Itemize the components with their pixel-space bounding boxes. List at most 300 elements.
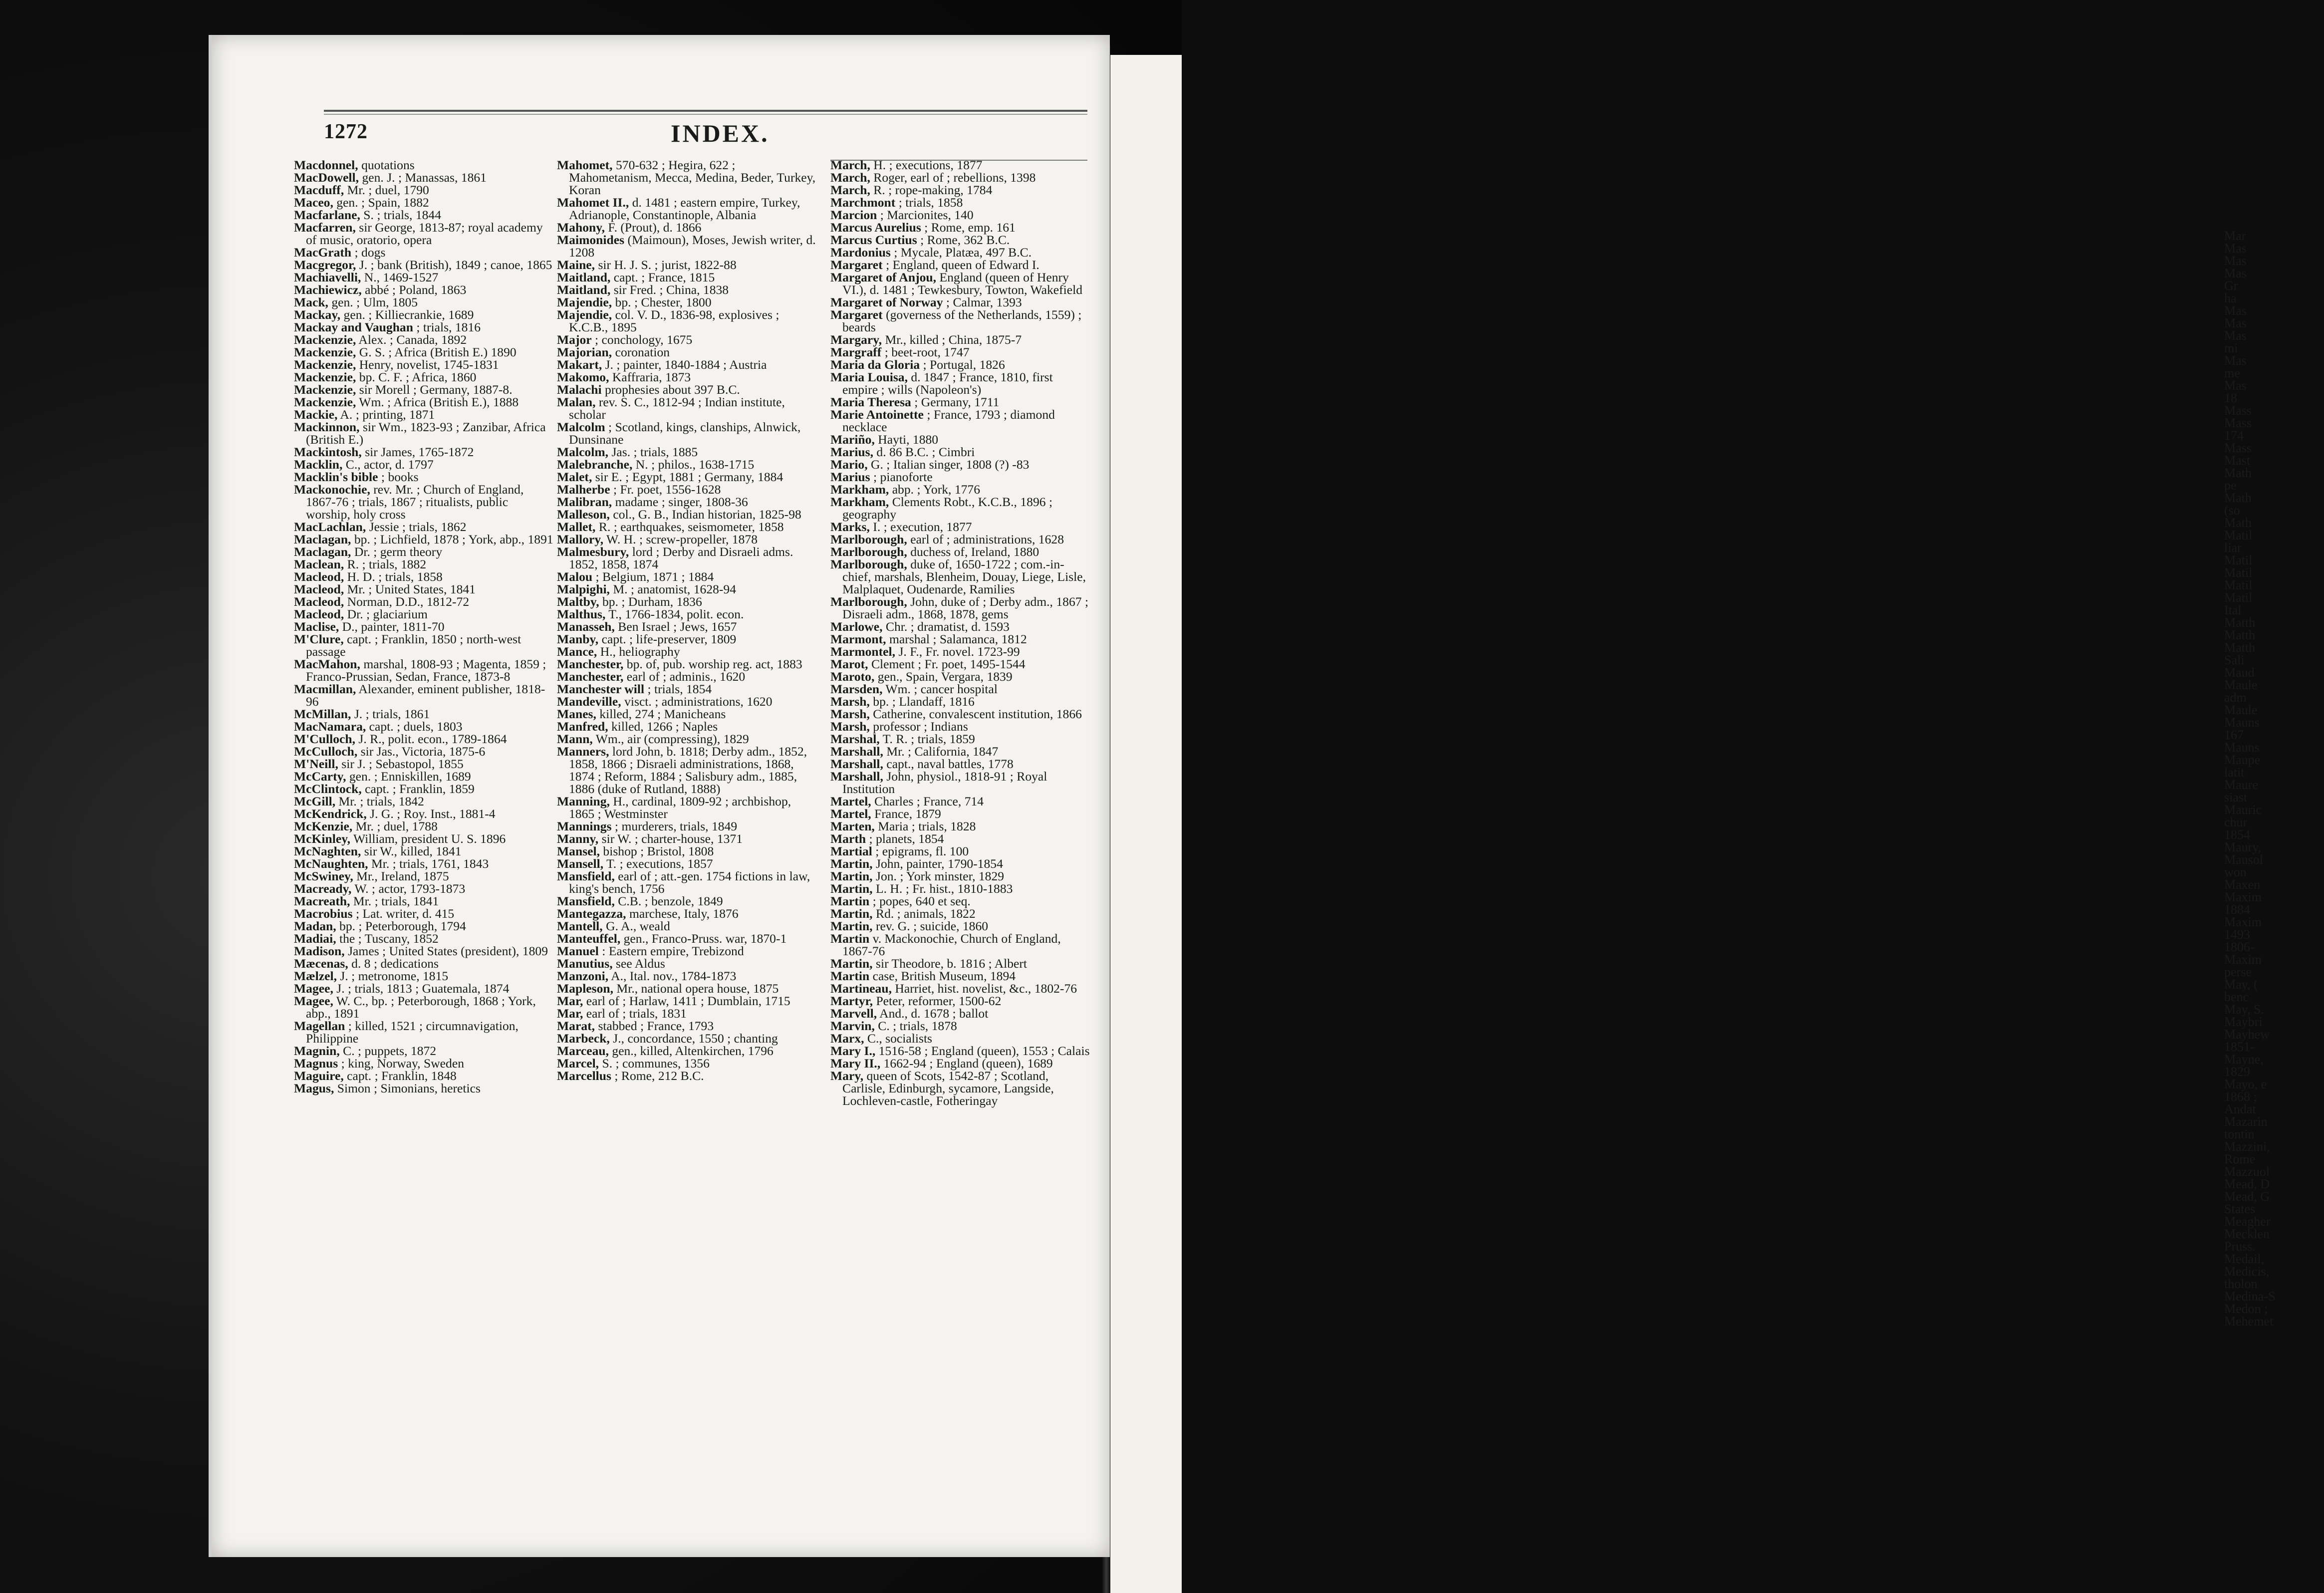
adjacent-fragment: 1806-	[2224, 940, 2255, 954]
index-entry	[294, 758, 553, 770]
index-entry	[830, 832, 1090, 845]
adjacent-fragment: Gr	[2224, 278, 2238, 293]
adjacent-fragment: Mehemet	[2224, 1314, 2274, 1328]
index-entry	[830, 333, 1090, 346]
adjacent-fragment: Maxen	[2224, 877, 2261, 892]
index-entry-heading: Malcolm	[557, 420, 605, 434]
adjacent-fragment: 1884	[2224, 902, 2250, 917]
adjacent-fragment: Mead, G	[2224, 1189, 2270, 1204]
index-entry-heading: Mackinnon,	[294, 420, 360, 434]
adjacent-fragment: tontin	[2224, 1127, 2255, 1141]
index-entry-heading: MacDowell,	[294, 170, 359, 185]
index-entry-text: J. ; metronome, 1815	[336, 969, 449, 983]
index-entry	[830, 433, 1090, 446]
index-entry-heading: Mackintosh,	[294, 445, 362, 459]
index-entry-heading: Marceau,	[557, 1044, 609, 1058]
index-entry	[557, 358, 816, 371]
adjacent-fragment: Mazzini,	[2224, 1139, 2270, 1154]
index-entry	[557, 820, 816, 832]
index-entry	[294, 770, 553, 783]
index-entry	[294, 1057, 553, 1069]
index-entry	[294, 957, 553, 970]
index-entry-heading: McNaghten,	[294, 844, 361, 858]
index-entry-heading: Makomo,	[557, 370, 609, 384]
index-entry-heading: Maria da Gloria	[830, 357, 920, 372]
index-entry	[830, 184, 1090, 196]
index-entry-text: Mr. ; United States, 1841	[344, 582, 476, 596]
index-entry	[294, 358, 553, 371]
index-entry-text: Henry, novelist, 1745-1831	[356, 357, 499, 372]
adjacent-fragment: May, S.	[2224, 1002, 2264, 1017]
index-entry-text: rev. G. ; suicide, 1860	[872, 919, 989, 933]
index-entry	[294, 196, 553, 209]
index-entry-heading: McCarty,	[294, 769, 346, 784]
index-entry	[830, 533, 1090, 545]
index-entry	[294, 1082, 553, 1094]
index-entry-heading: Macleod,	[294, 607, 344, 621]
index-entry-heading: Mantegazza,	[557, 906, 626, 921]
index-entry-text: earl of ; Harlaw, 1411 ; Dumblain, 1715	[583, 994, 790, 1008]
index-entry	[830, 521, 1090, 533]
index-entry-text: Mr. ; trials, 1761, 1843	[368, 856, 489, 871]
index-entry-heading: Macfarlane,	[294, 208, 360, 222]
index-entry-text: sir J. ; Sebastopol, 1855	[338, 757, 464, 771]
index-entry-heading: Marlborough,	[830, 532, 907, 546]
index-entry-heading: Maria Louisa,	[830, 370, 908, 384]
index-entry-text: ; England, queen of Edward I.	[882, 258, 1039, 272]
index-entry	[830, 308, 1090, 333]
index-entry-text: ; trials, 1816	[413, 320, 481, 334]
index-entry-heading: Magee,	[294, 994, 333, 1008]
index-entry-heading: Margary,	[830, 332, 882, 347]
index-entry-heading: Manby,	[557, 632, 599, 646]
adjacent-fragment: Maupe	[2224, 753, 2261, 767]
index-entry-heading: Mansfield,	[557, 869, 615, 883]
index-entry	[830, 396, 1090, 408]
index-entry-text: (Maimoun), Moses, Jewish writer, d. 1208	[569, 233, 816, 260]
index-entry	[294, 970, 553, 982]
index-entry	[830, 1032, 1090, 1045]
index-entry-text: abbé ; Poland, 1863	[361, 282, 467, 297]
index-entry-text: ; conchology, 1675	[591, 332, 693, 347]
index-entry-text: Wm. ; Africa (British E.), 1888	[356, 395, 519, 409]
adjacent-fragment: Matth	[2224, 615, 2256, 630]
index-entry	[557, 845, 816, 857]
index-entry-heading: Marvell,	[830, 1006, 877, 1021]
index-entry-heading: MacNamara,	[294, 719, 366, 734]
index-entry	[830, 807, 1090, 820]
index-entry-text: ; Portugal, 1826	[920, 357, 1005, 372]
index-entry-heading: Mansell,	[557, 856, 604, 871]
index-entry	[557, 159, 816, 196]
adjacent-fragment: mi	[2224, 341, 2238, 355]
index-entry-heading: Mario,	[830, 457, 868, 472]
page-number: 1272	[324, 120, 368, 143]
index-entry-text: sir James, 1765-1872	[361, 445, 474, 459]
index-entry-heading: Makart,	[557, 357, 602, 372]
index-entry-heading: McKinley,	[294, 831, 351, 846]
index-entry	[557, 907, 816, 920]
index-column-3	[830, 159, 1090, 1107]
index-entry-heading: Martin	[830, 969, 870, 983]
index-entry	[557, 483, 816, 496]
index-entry	[557, 745, 816, 795]
index-entry	[830, 196, 1090, 209]
index-entry-text: Mr., national opera house, 1875	[613, 981, 779, 996]
index-entry-text: sir Wm., 1823-93 ; Zanzibar, Africa (British E.)	[306, 420, 546, 447]
index-entry-heading: Martin,	[830, 881, 873, 896]
index-entry-heading: Mackenzie,	[294, 332, 356, 347]
index-entry-heading: Maitland,	[557, 270, 611, 284]
index-entry-heading: Mackay,	[294, 307, 341, 322]
adjacent-fragment: Mass	[2224, 441, 2252, 455]
index-entry-text: ; books	[378, 470, 419, 484]
index-entry	[830, 234, 1090, 246]
index-entry-heading: Marshal,	[830, 732, 880, 746]
adjacent-fragment: Matil	[2224, 565, 2253, 580]
index-entry	[294, 1045, 553, 1057]
index-entry	[294, 832, 553, 845]
index-entry-text: Clement ; Fr. poet, 1495-1544	[868, 657, 1026, 671]
adjacent-fragment: Matil	[2224, 553, 2253, 567]
index-entry-text: J. R., polit. econ., 1789-1864	[355, 732, 507, 746]
index-entry-heading: Mallory,	[557, 532, 604, 546]
index-entry-heading: Manuel	[557, 944, 599, 958]
index-entry-text: capt. ; life-preserver, 1809	[598, 632, 737, 646]
index-entry	[294, 1020, 553, 1045]
index-entry-text: H., heliography	[597, 644, 680, 659]
index-entry	[830, 358, 1090, 371]
index-entry-heading: Magnin,	[294, 1044, 340, 1058]
index-entry-text: England (queen of Henry VI.), d. 1481 ; Tewkesbury, Towton, Wakefield	[842, 270, 1083, 297]
index-entry-heading: March,	[830, 170, 870, 185]
adjacent-fragment: Maybri	[2224, 1015, 2263, 1029]
index-entry	[294, 558, 553, 570]
index-entry-text: marshal, 1808-93 ; Magenta, 1859 ; Franco-Prussian, Sedan, France, 1873-8	[306, 657, 546, 684]
index-entry	[557, 496, 816, 508]
adjacent-fragment: siast	[2224, 790, 2248, 804]
page-title: INDEX.	[671, 119, 770, 147]
index-entry-text: bp. ; Llandaff, 1816	[869, 694, 975, 709]
index-entry	[294, 907, 553, 920]
index-entry-text: ; Rome, 362 B.C.	[917, 233, 1010, 247]
index-entry-text: Jessie ; trials, 1862	[366, 520, 467, 534]
index-entry-text: ; Belgium, 1871 ; 1884	[592, 569, 714, 584]
index-entry-heading: Macdonnel,	[294, 158, 358, 172]
adjacent-page-column	[2224, 230, 2324, 1328]
index-entry	[830, 995, 1090, 1007]
index-entry	[557, 508, 816, 521]
index-entry-text: ; Scotland, kings, clanships, Alnwick, Dunsinane	[569, 420, 801, 447]
index-entry-text: bp. of, pub. worship reg. act, 1883	[623, 657, 802, 671]
index-entry-text: marshal ; Salamanca, 1812	[886, 632, 1027, 646]
index-entry-text: col. V. D., 1836-98, explosives ; K.C.B., 1895	[569, 307, 779, 334]
index-entry-text: J. G. ; Roy. Inst., 1881-4	[366, 806, 496, 821]
index-entry	[830, 558, 1090, 595]
index-entry	[557, 196, 816, 221]
adjacent-fragment: Ital	[2224, 603, 2242, 617]
index-entry	[557, 333, 816, 346]
index-entry-text: M. ; anatomist, 1628-94	[609, 582, 737, 596]
index-entry-text: ; Germany, 1711	[911, 395, 1000, 409]
index-entry-heading: Mackie,	[294, 407, 338, 422]
index-entry	[294, 1069, 553, 1082]
index-entry-text: C., actor, d. 1797	[342, 457, 434, 472]
index-entry-heading: Macfarren,	[294, 220, 356, 235]
index-entry	[830, 695, 1090, 708]
index-entry	[557, 932, 816, 945]
adjacent-fragment: Mas	[2224, 266, 2247, 280]
index-entry-heading: Marlowe,	[830, 619, 883, 634]
index-entry-heading: Maimonides	[557, 233, 625, 247]
index-entry-text: sir Theodore, b. 1816 ; Albert	[872, 956, 1028, 971]
adjacent-fragment: Sali	[2224, 653, 2245, 667]
index-entry-text: ; killed, 1521 ; circumnavigation, Philippine	[306, 1019, 518, 1046]
adjacent-fragment: tholon	[2224, 1277, 2258, 1291]
index-entry-heading: Macreath,	[294, 894, 350, 908]
adjacent-fragment: 1851-	[2224, 1040, 2255, 1054]
index-entry-text: capt. ; France, 1815	[610, 270, 715, 284]
index-entry-text: ; Marcionites, 140	[877, 208, 974, 222]
index-entry-text: sir H. J. S. ; jurist, 1822-88	[595, 258, 737, 272]
index-entry-heading: Marius	[830, 470, 870, 484]
index-entry-heading: Mallet,	[557, 520, 596, 534]
index-entry-text: earl of ; trials, 1831	[583, 1006, 687, 1021]
adjacent-fragment: Maxim	[2224, 915, 2262, 929]
index-entry	[557, 583, 816, 595]
index-entry-heading: Maclise,	[294, 619, 339, 634]
index-entry	[294, 296, 553, 308]
adjacent-fragment: Mayne,	[2224, 1052, 2264, 1066]
index-entry	[294, 882, 553, 895]
index-entry	[294, 458, 553, 471]
index-entry-heading: Magellan	[294, 1019, 345, 1033]
index-entry-heading: MacLachlan,	[294, 520, 366, 534]
index-entry-heading: Madan,	[294, 919, 336, 933]
index-entry-text: madame ; singer, 1808-36	[612, 495, 748, 509]
index-entry-text: Alexander, eminent publisher, 1818-96	[306, 682, 545, 709]
index-entry-heading: McCulloch,	[294, 744, 358, 759]
index-entry	[557, 221, 816, 234]
index-entry-text: John, painter, 1790-1854	[872, 856, 1003, 871]
index-entry-heading: Manzoni,	[557, 969, 609, 983]
index-entry-heading: Mackenzie,	[294, 345, 356, 359]
index-entry	[294, 658, 553, 683]
index-entry	[294, 308, 553, 321]
index-entry	[830, 346, 1090, 358]
index-entry-heading: Macklin,	[294, 457, 343, 472]
index-entry-heading: Majorian,	[557, 345, 612, 359]
index-entry	[830, 483, 1090, 496]
index-entry	[294, 545, 553, 558]
adjacent-fragment: Math	[2224, 491, 2252, 505]
index-entry-heading: Martyr,	[830, 994, 873, 1008]
adjacent-fragment: States	[2224, 1202, 2256, 1216]
index-column-1	[294, 159, 553, 1094]
index-entry	[557, 1057, 816, 1069]
index-entry	[294, 184, 553, 196]
index-entry-text: gen., Spain, Vergara, 1839	[874, 669, 1013, 684]
adjacent-fragment: Medicis,	[2224, 1264, 2270, 1279]
index-entry-text: Mr. ; duel, 1788	[352, 819, 438, 833]
index-entry-heading: Mansel,	[557, 844, 600, 858]
index-entry-text: H. D. ; trials, 1858	[344, 569, 443, 584]
index-entry	[294, 633, 553, 658]
index-entry-heading: Magus,	[294, 1081, 334, 1095]
index-entry-heading: Malmesbury,	[557, 544, 629, 559]
index-entry-text: 570-632 ; Hegira, 622 ; Mahometanism, Mecca, Medina, Beder, Turkey, Koran	[569, 158, 816, 197]
index-entry-heading: Macleod,	[294, 569, 344, 584]
index-entry	[830, 970, 1090, 982]
index-entry-text: ; beet-root, 1747	[881, 345, 970, 359]
index-entry-heading: McKendrick,	[294, 806, 367, 821]
index-entry	[557, 870, 816, 895]
index-entry-heading: Marshall,	[830, 744, 883, 759]
index-entry	[830, 932, 1090, 957]
index-entry-heading: Maclean,	[294, 557, 344, 571]
index-entry	[294, 271, 553, 283]
index-entry-heading: Marot,	[830, 657, 868, 671]
index-entry	[830, 820, 1090, 832]
index-entry-text: bishop ; Bristol, 1808	[600, 844, 714, 858]
index-entry-text: Dr. ; germ theory	[351, 544, 443, 559]
adjacent-fragment: me	[2224, 366, 2240, 380]
index-entry	[557, 832, 816, 845]
index-entry	[294, 595, 553, 608]
adjacent-fragment: May, (	[2224, 977, 2258, 992]
adjacent-fragment: Maxim	[2224, 890, 2262, 904]
index-entry	[830, 770, 1090, 795]
index-entry	[294, 820, 553, 832]
index-entry	[557, 658, 816, 670]
index-entry-heading: Mælzel,	[294, 969, 337, 983]
index-entry	[557, 982, 816, 995]
index-entry-text: And., d. 1678 ; ballot	[877, 1006, 989, 1021]
index-entry	[830, 658, 1090, 670]
index-entry-text: Chr. ; dramatist, d. 1593	[882, 619, 1010, 634]
index-entry	[830, 1057, 1090, 1069]
index-entry-text: R. ; rope-making, 1784	[870, 183, 993, 197]
index-entry-heading: Manasseh,	[557, 619, 615, 634]
index-entry-text: Mr. ; trials, 1841	[350, 894, 439, 908]
index-entry-text: G. ; Italian singer, 1808 (?) -83	[867, 457, 1030, 472]
index-entry-heading: Marx,	[830, 1031, 864, 1046]
adjacent-fragment: Medail,	[2224, 1252, 2265, 1266]
index-entry	[294, 483, 553, 521]
index-entry	[557, 995, 816, 1007]
index-entry-heading: Margaret of Anjou,	[830, 270, 937, 284]
index-entry-heading: Marcion	[830, 208, 877, 222]
index-entry	[557, 733, 816, 745]
adjacent-fragment: 1829	[2224, 1064, 2250, 1079]
index-entry-text: bp. C. F. ; Africa, 1860	[356, 370, 477, 384]
index-entry	[830, 907, 1090, 920]
index-entry-heading: Margraff	[830, 345, 882, 359]
index-entry-text: sir George, 1813-87; royal academy of music, oratorio, opera	[306, 220, 543, 247]
adjacent-fragment: adm	[2224, 690, 2247, 705]
index-entry-text: marchese, Italy, 1876	[626, 906, 739, 921]
index-entry-text: D., painter, 1811-70	[339, 619, 445, 634]
index-entry-text: stabbed ; France, 1793	[595, 1019, 714, 1033]
index-entry	[294, 533, 553, 545]
index-entry-text: rev. S. C., 1812-94 ; Indian institute, scholar	[569, 395, 785, 422]
index-entry	[830, 408, 1090, 433]
index-entry	[557, 533, 816, 545]
adjacent-fragment: Mas	[2224, 353, 2247, 368]
index-entry-text: coronation	[612, 345, 670, 359]
index-entry-text: professor ; Indians	[869, 719, 968, 734]
index-entry-heading: Maria Theresa	[830, 395, 911, 409]
index-entry-text: lord ; Derby and Disraeli adms. 1852, 1858, 1874	[569, 544, 793, 571]
index-entry-heading: Manchester,	[557, 657, 624, 671]
index-entry-text: Mr., Ireland, 1875	[353, 869, 449, 883]
index-entry-heading: Maclagan,	[294, 532, 351, 546]
index-entry-heading: Malpighi,	[557, 582, 610, 596]
index-entry-text: A., Ital. nov., 1784-1873	[608, 969, 737, 983]
adjacent-fragment: Mazzuol	[2224, 1164, 2270, 1179]
adjacent-fragment: Mauns	[2224, 740, 2260, 755]
index-entry	[557, 795, 816, 820]
index-entry-heading: McMillan,	[294, 707, 351, 721]
index-entry-text: rev. Mr. ; Church of England, 1867-76 ; trials, 1867 ; ritualists, public worship, holy cross	[306, 482, 524, 522]
adjacent-fragment: Mead, D	[2224, 1177, 2270, 1191]
index-entry	[557, 708, 816, 720]
index-entry	[557, 1007, 816, 1020]
index-entry-text: gen. ; Ulm, 1805	[328, 295, 418, 309]
index-entry	[294, 745, 553, 758]
index-entry-heading: McNaughten,	[294, 856, 368, 871]
index-entry-heading: Mackenzie,	[294, 370, 356, 384]
index-entry-text: Mr. ; duel, 1790	[344, 183, 429, 197]
index-entry	[294, 708, 553, 720]
adjacent-fragment: Mas	[2224, 316, 2247, 330]
index-entry	[557, 670, 816, 683]
adjacent-fragment: Mar	[2224, 229, 2246, 243]
index-entry	[557, 1032, 816, 1045]
adjacent-fragment: Matil	[2224, 590, 2253, 605]
index-entry	[557, 720, 816, 733]
index-entry-heading: Mæcenas,	[294, 956, 348, 971]
index-entry-text: Roger, earl of ; rebellions, 1398	[870, 170, 1036, 185]
adjacent-fragment: Mayo, e	[2224, 1077, 2267, 1091]
index-entry-heading: Maclagan,	[294, 544, 351, 559]
index-entry-heading: Markham,	[830, 482, 889, 497]
header-rule	[324, 110, 1087, 112]
index-entry-text: Maria ; trials, 1828	[874, 819, 976, 833]
index-entry	[557, 308, 816, 333]
index-entry-text: sir Fred. ; China, 1838	[610, 282, 729, 297]
index-entry-text: Rd. ; animals, 1822	[872, 906, 976, 921]
index-entry-text: John, duke of ; Derby adm., 1867 ; Disraeli adm., 1868, 1878, gems	[842, 594, 1089, 621]
index-entry-heading: Mantell,	[557, 919, 603, 933]
index-entry	[830, 271, 1090, 296]
index-entry-text: R. ; earthquakes, seismometer, 1858	[595, 520, 784, 534]
adjacent-fragment: Mauns	[2224, 715, 2260, 730]
index-entry-text: ; Mycale, Platæa, 497 B.C.	[890, 245, 1032, 260]
index-entry	[557, 595, 816, 608]
index-entry-heading: Machiewicz,	[294, 282, 362, 297]
index-entry-text: G. A., weald	[602, 919, 670, 933]
index-entry-heading: Marlborough,	[830, 544, 907, 559]
index-entry-text: duchess of, Ireland, 1880	[907, 544, 1039, 559]
index-entry	[830, 296, 1090, 308]
index-entry-heading: Mardonius	[830, 245, 891, 260]
index-entry	[294, 246, 553, 259]
index-entry-heading: McClintock,	[294, 782, 362, 796]
index-entry-heading: Marat,	[557, 1019, 595, 1033]
index-entry-heading: Marius,	[830, 445, 874, 459]
adjacent-fragment: Mayhew	[2224, 1027, 2270, 1042]
